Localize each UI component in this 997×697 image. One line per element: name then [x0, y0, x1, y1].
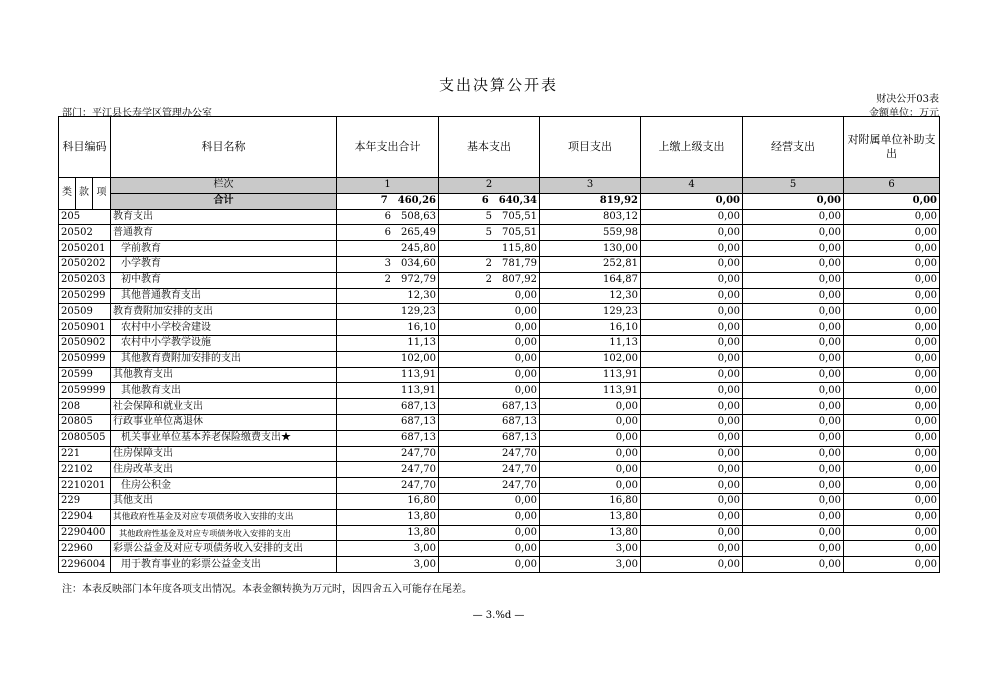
- sum-row: [59, 193, 940, 209]
- row-subsidy: 0,00: [844, 509, 940, 525]
- sum-project: 819,92: [540, 193, 641, 209]
- table-row: [59, 557, 940, 573]
- header-lei: 类: [59, 178, 76, 210]
- row-basic: 687,13: [439, 414, 540, 430]
- row-upper: 0,00: [641, 399, 743, 415]
- row-business: 0,00: [743, 256, 844, 272]
- row-name: 住房改革支出: [111, 462, 337, 478]
- row-name: 彩票公益金及对应专项债务收入安排的支出: [111, 541, 337, 557]
- row-subsidy: 0,00: [844, 541, 940, 557]
- row-name: 其他教育费附加安排的支出: [111, 351, 337, 367]
- row-subsidy: 0,00: [844, 383, 940, 399]
- row-project: 16,80: [540, 493, 641, 509]
- row-basic: 2 781,79: [439, 256, 540, 272]
- row-project: 0,00: [540, 462, 641, 478]
- row-total: 247,70: [337, 446, 439, 462]
- sum-subsidy: 0,00: [844, 193, 940, 209]
- row-name: 普通教育: [111, 225, 337, 241]
- row-basic: 687,13: [439, 430, 540, 446]
- row-basic: 2 807,92: [439, 272, 540, 288]
- row-name: 其他政府性基金及对应专项债务收入安排的支出: [111, 525, 337, 541]
- footnote: 注：本表反映部门本年度各项支出情况。本表金额转换为万元时，因四舍五入可能存在尾差。: [62, 584, 472, 595]
- row-basic: 0,00: [439, 304, 540, 320]
- row-upper: 0,00: [641, 462, 743, 478]
- row-subsidy: 0,00: [844, 525, 940, 541]
- row-name: 社会保障和就业支出: [111, 399, 337, 415]
- row-total: 687,13: [337, 399, 439, 415]
- row-basic: 0,00: [439, 525, 540, 541]
- row-business: 0,00: [743, 367, 844, 383]
- table-row: [59, 241, 940, 257]
- row-basic: 247,70: [439, 462, 540, 478]
- row-business: 0,00: [743, 399, 844, 415]
- row-code: 2050299: [59, 288, 111, 304]
- row-business: 0,00: [743, 241, 844, 257]
- row-business: 0,00: [743, 541, 844, 557]
- row-code: 20509: [59, 304, 111, 320]
- row-code: 20502: [59, 225, 111, 241]
- row-upper: 0,00: [641, 367, 743, 383]
- row-total: 6 265,49: [337, 225, 439, 241]
- row-subsidy: 0,00: [844, 304, 940, 320]
- table-row: [59, 383, 940, 399]
- row-total: 3,00: [337, 557, 439, 573]
- row-basic: 0,00: [439, 493, 540, 509]
- header-name: 科目名称: [111, 117, 337, 178]
- row-business: 0,00: [743, 225, 844, 241]
- table-row: [59, 225, 940, 241]
- row-name: 住房公积金: [111, 478, 337, 494]
- row-business: 0,00: [743, 557, 844, 573]
- row-project: 130,00: [540, 241, 641, 257]
- header-upper: 上缴上级支出: [641, 117, 743, 178]
- row-upper: 0,00: [641, 414, 743, 430]
- table-row: [59, 446, 940, 462]
- row-upper: 0,00: [641, 288, 743, 304]
- row-name: 小学教育: [111, 256, 337, 272]
- row-name: 其他支出: [111, 493, 337, 509]
- table-row: [59, 478, 940, 494]
- row-upper: 0,00: [641, 241, 743, 257]
- header-xiang: 项: [93, 178, 111, 210]
- row-upper: 0,00: [641, 446, 743, 462]
- row-total: 3 034,60: [337, 256, 439, 272]
- row-basic: 247,70: [439, 446, 540, 462]
- row-upper: 0,00: [641, 557, 743, 573]
- row-basic: 0,00: [439, 541, 540, 557]
- row-business: 0,00: [743, 335, 844, 351]
- row-total: 13,80: [337, 509, 439, 525]
- header-project: 项目支出: [540, 117, 641, 178]
- row-code: 22904: [59, 509, 111, 525]
- row-project: 3,00: [540, 557, 641, 573]
- row-business: 0,00: [743, 304, 844, 320]
- row-subsidy: 0,00: [844, 351, 940, 367]
- row-upper: 0,00: [641, 478, 743, 494]
- row-name: 农村中小学校舍建设: [111, 320, 337, 336]
- column-index-row: [59, 178, 940, 194]
- row-business: 0,00: [743, 209, 844, 225]
- row-upper: 0,00: [641, 351, 743, 367]
- header-basic: 基本支出: [439, 117, 540, 178]
- row-total: 247,70: [337, 462, 439, 478]
- col-index-3: 3: [540, 178, 641, 194]
- row-subsidy: 0,00: [844, 493, 940, 509]
- header-row: [59, 117, 940, 178]
- row-upper: 0,00: [641, 525, 743, 541]
- row-project: 803,12: [540, 209, 641, 225]
- row-total: 113,91: [337, 367, 439, 383]
- row-code: 208: [59, 399, 111, 415]
- row-total: 102,00: [337, 351, 439, 367]
- row-subsidy: 0,00: [844, 399, 940, 415]
- department-label: 部门：平江县长寿学区管理办公室: [62, 108, 212, 119]
- row-total: 6 508,63: [337, 209, 439, 225]
- table-row: [59, 509, 940, 525]
- table-row: [59, 493, 940, 509]
- row-business: 0,00: [743, 430, 844, 446]
- row-subsidy: 0,00: [844, 209, 940, 225]
- table-row: [59, 367, 940, 383]
- row-total: 3,00: [337, 541, 439, 557]
- row-basic: 0,00: [439, 288, 540, 304]
- row-subsidy: 0,00: [844, 320, 940, 336]
- row-name: 教育支出: [111, 209, 337, 225]
- row-basic: 0,00: [439, 335, 540, 351]
- sum-total: 7 460,26: [337, 193, 439, 209]
- row-subsidy: 0,00: [844, 241, 940, 257]
- row-name: 农村中小学教学设施: [111, 335, 337, 351]
- row-code: 2050901: [59, 320, 111, 336]
- row-business: 0,00: [743, 288, 844, 304]
- row-subsidy: 0,00: [844, 367, 940, 383]
- row-total: 129,23: [337, 304, 439, 320]
- row-subsidy: 0,00: [844, 335, 940, 351]
- table-row: [59, 335, 940, 351]
- row-project: 0,00: [540, 478, 641, 494]
- table-row: [59, 541, 940, 557]
- row-project: 13,80: [540, 509, 641, 525]
- page-title: 支出决算公开表: [438, 76, 558, 94]
- row-subsidy: 0,00: [844, 446, 940, 462]
- row-total: 11,13: [337, 335, 439, 351]
- row-subsidy: 0,00: [844, 288, 940, 304]
- header-subsidy: 对附属单位补助支出: [844, 117, 940, 178]
- row-total: 13,80: [337, 525, 439, 541]
- row-upper: 0,00: [641, 209, 743, 225]
- row-basic: 0,00: [439, 383, 540, 399]
- row-business: 0,00: [743, 525, 844, 541]
- row-code: 2296004: [59, 557, 111, 573]
- row-basic: 0,00: [439, 320, 540, 336]
- row-basic: 0,00: [439, 509, 540, 525]
- row-upper: 0,00: [641, 320, 743, 336]
- row-code: 2050902: [59, 335, 111, 351]
- row-project: 102,00: [540, 351, 641, 367]
- row-project: 559,98: [540, 225, 641, 241]
- row-upper: 0,00: [641, 430, 743, 446]
- col-index-4: 4: [641, 178, 743, 194]
- row-total: 687,13: [337, 414, 439, 430]
- row-basic: 0,00: [439, 557, 540, 573]
- row-code: 20805: [59, 414, 111, 430]
- row-name: 其他教育支出: [111, 367, 337, 383]
- row-code: 2050999: [59, 351, 111, 367]
- row-name: 初中教育: [111, 272, 337, 288]
- row-upper: 0,00: [641, 509, 743, 525]
- row-code: 22102: [59, 462, 111, 478]
- row-business: 0,00: [743, 351, 844, 367]
- row-business: 0,00: [743, 478, 844, 494]
- row-subsidy: 0,00: [844, 256, 940, 272]
- row-business: 0,00: [743, 446, 844, 462]
- row-project: 16,10: [540, 320, 641, 336]
- table-row: [59, 256, 940, 272]
- row-total: 247,70: [337, 478, 439, 494]
- row-subsidy: 0,00: [844, 414, 940, 430]
- row-basic: 0,00: [439, 351, 540, 367]
- sum-label: 合计: [111, 193, 337, 209]
- expenditure-table: [58, 116, 940, 573]
- row-project: 252,81: [540, 256, 641, 272]
- row-project: 164,87: [540, 272, 641, 288]
- table-row: [59, 430, 940, 446]
- row-business: 0,00: [743, 320, 844, 336]
- row-name: 用于教育事业的彩票公益金支出: [111, 557, 337, 573]
- row-name: 学前教育: [111, 241, 337, 257]
- row-code: 20599: [59, 367, 111, 383]
- row-project: 11,13: [540, 335, 641, 351]
- row-project: 0,00: [540, 430, 641, 446]
- row-business: 0,00: [743, 414, 844, 430]
- row-project: 113,91: [540, 383, 641, 399]
- row-basic: 687,13: [439, 399, 540, 415]
- header-total: 本年支出合计: [337, 117, 439, 178]
- row-project: 12,30: [540, 288, 641, 304]
- row-business: 0,00: [743, 493, 844, 509]
- header-kuan: 款: [76, 178, 93, 210]
- row-business: 0,00: [743, 272, 844, 288]
- row-upper: 0,00: [641, 541, 743, 557]
- col-index-1: 1: [337, 178, 439, 194]
- header-code: 科目编码: [59, 117, 111, 178]
- row-basic: 115,80: [439, 241, 540, 257]
- row-upper: 0,00: [641, 383, 743, 399]
- sum-upper: 0,00: [641, 193, 743, 209]
- header-business: 经营支出: [743, 117, 844, 178]
- row-total: 16,80: [337, 493, 439, 509]
- table-row: [59, 209, 940, 225]
- row-subsidy: 0,00: [844, 462, 940, 478]
- row-basic: 5 705,51: [439, 209, 540, 225]
- table-row: [59, 525, 940, 541]
- row-total: 687,13: [337, 430, 439, 446]
- row-upper: 0,00: [641, 272, 743, 288]
- row-name: 行政事业单位离退休: [111, 414, 337, 430]
- row-upper: 0,00: [641, 335, 743, 351]
- row-total: 2 972,79: [337, 272, 439, 288]
- table-row: [59, 320, 940, 336]
- row-project: 113,91: [540, 367, 641, 383]
- row-project: 3,00: [540, 541, 641, 557]
- row-subsidy: 0,00: [844, 430, 940, 446]
- table-row: [59, 351, 940, 367]
- col-index-2: 2: [439, 178, 540, 194]
- row-subsidy: 0,00: [844, 478, 940, 494]
- row-code: 2290400: [59, 525, 111, 541]
- row-code: 22960: [59, 541, 111, 557]
- row-upper: 0,00: [641, 304, 743, 320]
- header-lanci: 栏次: [111, 178, 337, 194]
- table-row: [59, 288, 940, 304]
- table-row: [59, 462, 940, 478]
- row-total: 16,10: [337, 320, 439, 336]
- row-code: 2059999: [59, 383, 111, 399]
- row-project: 13,80: [540, 525, 641, 541]
- row-code: 2050201: [59, 241, 111, 257]
- col-index-6: 6: [844, 178, 940, 194]
- row-upper: 0,00: [641, 493, 743, 509]
- row-upper: 0,00: [641, 256, 743, 272]
- page-number: — 3.%d —: [472, 610, 525, 621]
- row-subsidy: 0,00: [844, 272, 940, 288]
- row-total: 245,80: [337, 241, 439, 257]
- row-upper: 0,00: [641, 225, 743, 241]
- row-name: 机关事业单位基本养老保险缴费支出★: [111, 430, 337, 446]
- row-name: 住房保障支出: [111, 446, 337, 462]
- row-name: 教育费附加安排的支出: [111, 304, 337, 320]
- row-business: 0,00: [743, 462, 844, 478]
- sum-business: 0,00: [743, 193, 844, 209]
- col-index-5: 5: [743, 178, 844, 194]
- row-code: 2050202: [59, 256, 111, 272]
- row-project: 129,23: [540, 304, 641, 320]
- row-code: 2080505: [59, 430, 111, 446]
- row-code: 205: [59, 209, 111, 225]
- row-project: 0,00: [540, 414, 641, 430]
- table-row: [59, 399, 940, 415]
- row-project: 0,00: [540, 399, 641, 415]
- row-code: 2210201: [59, 478, 111, 494]
- table-row: [59, 272, 940, 288]
- row-basic: 0,00: [439, 367, 540, 383]
- row-business: 0,00: [743, 509, 844, 525]
- row-business: 0,00: [743, 383, 844, 399]
- row-code: 2050203: [59, 272, 111, 288]
- row-basic: 247,70: [439, 478, 540, 494]
- row-total: 12,30: [337, 288, 439, 304]
- row-subsidy: 0,00: [844, 225, 940, 241]
- row-name: 其他教育支出: [111, 383, 337, 399]
- row-code: 221: [59, 446, 111, 462]
- row-project: 0,00: [540, 446, 641, 462]
- row-subsidy: 0,00: [844, 557, 940, 573]
- row-name: 其他政府性基金及对应专项债务收入安排的支出: [111, 509, 337, 525]
- unit-label: 金额单位：万元: [869, 108, 939, 119]
- table-row: [59, 414, 940, 430]
- row-code: 229: [59, 493, 111, 509]
- form-number: 财决公开03表: [876, 94, 939, 105]
- row-total: 113,91: [337, 383, 439, 399]
- table-row: [59, 304, 940, 320]
- row-name: 其他普通教育支出: [111, 288, 337, 304]
- row-basic: 5 705,51: [439, 225, 540, 241]
- sum-basic: 6 640,34: [439, 193, 540, 209]
